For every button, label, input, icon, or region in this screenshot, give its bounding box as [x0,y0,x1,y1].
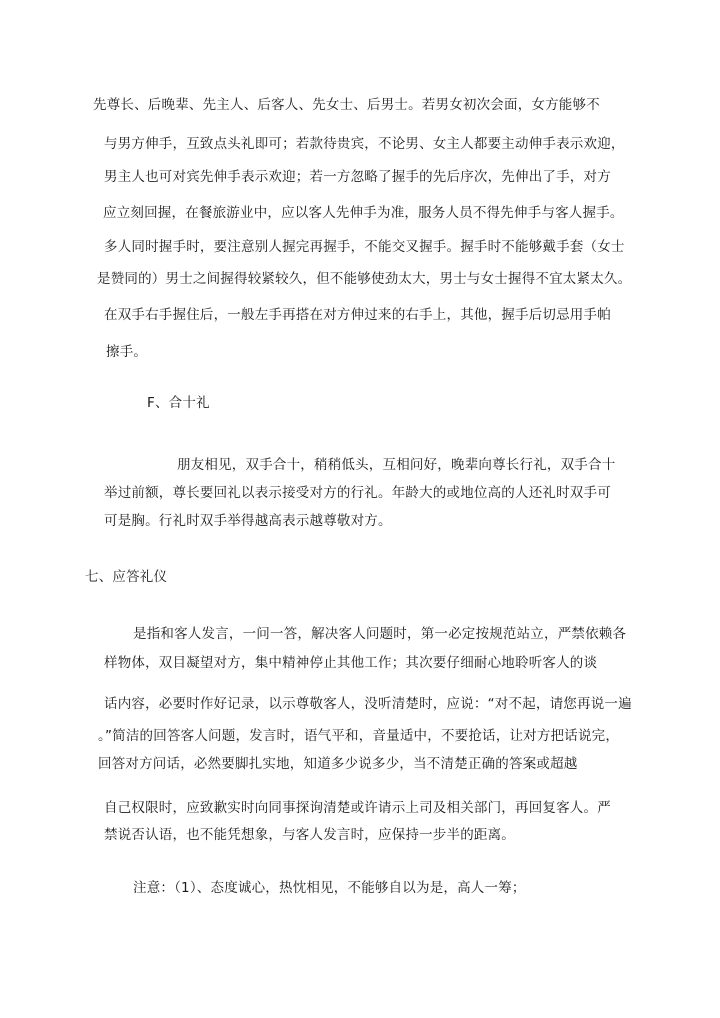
text-line: 。”简洁的回答客人问题，发言时，语气平和，音量适中，不要抢话，让对方把话说完， [98,728,620,744]
text-line: 是指和客人发言，一问一答，解决客人问题时，第一必定按规范站立，严禁依赖各 [133,626,627,642]
text-line: 先尊长、后晚辈、先主人、后客人、先女士、后男士。若男女初次会面，女方能够不 [93,97,600,113]
text-line: 与男方伸手，互致点头礼即可；若款待贵宾，不论男、女主人都要主动伸手表示欢迎， [104,136,625,152]
text-line: 回答对方问话，必然要脚扎实地，知道多少说多少，当不清楚正确的答案或超越 [98,756,578,772]
text-line: 举过前额，尊长要回礼以表示接受对方的行礼。年龄大的或地位高的人还礼时双手可 [104,485,611,501]
text-line: 多人同时握手时，要注意别人握完再握手，不能交叉握手。握手时不能够戴手套（女士 [104,239,625,255]
text-line: 自己权限时，应致歉实时向同事探询清楚或许请示上司及相关部门，再回复客人。严 [104,800,611,816]
text-line: 样物体，双目凝望对方，集中精神停止其他工作；其次要仔细耐心地聆听客人的谈 [104,655,598,671]
text-line: 禁说否认语，也不能凭想象，与客人发言时，应保持一步半的距离。 [104,827,515,843]
text-line: 朋友相见，双手合十，稍稍低头，互相问好，晚辈向尊长行礼，双手合十 [177,457,616,473]
text-line: 男主人也可对宾先伸手表示欢迎；若一方忽略了握手的先后序次，先伸出了手，对方 [104,169,611,185]
text-line: 可是胸。行礼时双手举得越高表示越尊敬对方。 [104,513,392,529]
text-line: 擦手。 [106,344,148,360]
text-line: 应立刻回握，在餐旅游业中，应以客人先伸手为准，服务人员不得先伸手与客人握手。 [103,205,624,221]
note-line: 注意：（1）、态度诚心，热忱相见，不能够自以为是，高人一筹； [133,880,526,896]
text-line: 在双手右手握住后，一般左手再搭在对方伸过来的右手上，其他，握手后切忌用手帕 [104,307,611,323]
section-heading-heshi: F、合十礼 [147,395,210,411]
section-heading-response: 七、应答礼仪 [85,569,168,585]
text-line: 话内容，必要时作好记录，以示尊敬客人，没听清楚时，应说：“对不起，请您再说一遍 [104,696,632,712]
text-line: 是赞同的）男士之间握得较紧较久，但不能够使劲太大，男士与女士握得不宜太紧太久。 [97,271,632,287]
